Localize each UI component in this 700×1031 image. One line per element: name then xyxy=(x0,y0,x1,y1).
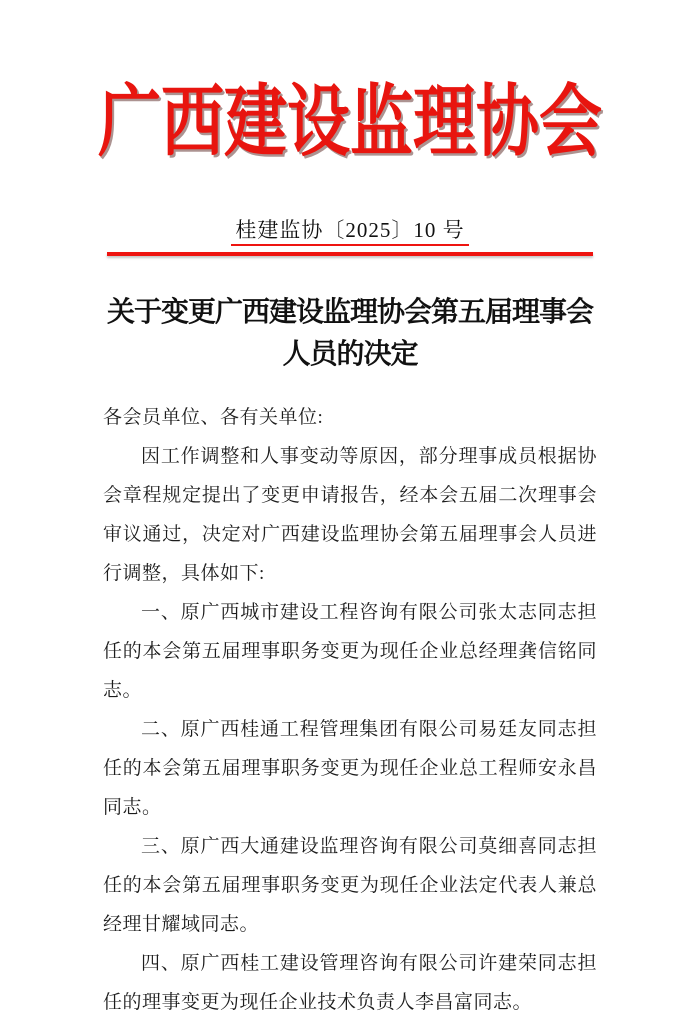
document-title xyxy=(0,292,700,376)
body-paragraph: 三、原广西大通建设监理咨询有限公司莫细喜同志担任的本会第五届理事职务变更为现任企业法定代表人兼总经理甘耀域同志。 xyxy=(103,836,597,935)
body-paragraph: 四、原广西桂工建设管理咨询有限公司许建荣同志担任的理事变更为现任企业技术负责人李昌富同志。 xyxy=(103,953,597,1013)
document-title-line2: 人员的决定 xyxy=(282,339,418,370)
doc-number-row xyxy=(0,217,700,246)
paragraph-list xyxy=(103,437,597,1022)
document-title-line1: 关于变更广西建设监理协会第五届理事会 xyxy=(106,297,593,328)
salutation-line: 各会员单位、各有关单位: xyxy=(103,407,324,428)
doc-number: 桂建监协〔2025〕10 号 xyxy=(231,217,468,246)
body-paragraph: 一、原广西城市建设工程咨询有限公司张太志同志担任的本会第五届理事职务变更为现任企业总经理龚信铭同志。 xyxy=(103,602,597,701)
body-paragraph: 因工作调整和人事变动等原因，部分理事成员根据协会章程规定提出了变更申请报告，经本会五届二次理事会审议通过，决定对广西建设监理协会第五届理事会人员进行调整，具体如下: xyxy=(103,446,597,584)
masthead-title: 广西建设监理协会 xyxy=(98,79,602,166)
red-divider-line xyxy=(107,252,593,256)
body-paragraph: 二、原广西桂通工程管理集团有限公司易廷友同志担任的本会第五届理事职务变更为现任企业总工程师安永昌同志。 xyxy=(103,719,597,818)
document-body xyxy=(103,398,597,1022)
